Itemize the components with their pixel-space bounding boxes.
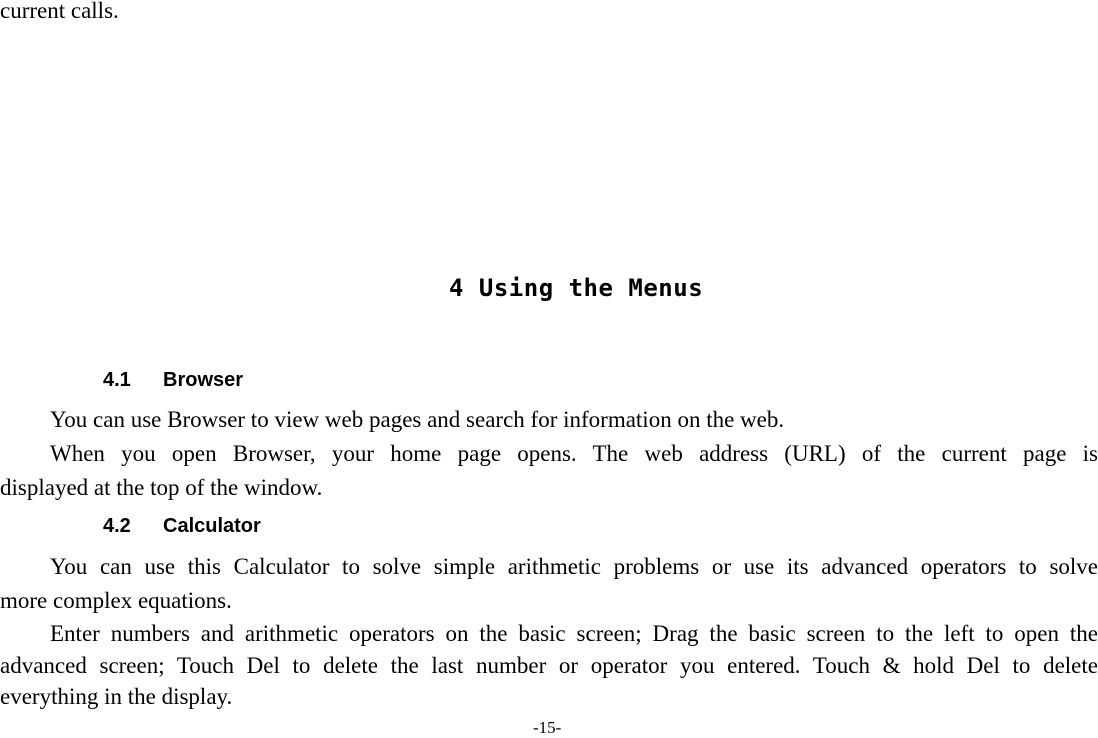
section-number-4-1: 4.1	[103, 369, 131, 391]
paragraph-line: more complex equations.	[0, 588, 232, 613]
paragraph-line: When you open Browser, your home page opens. The web address (URL) of the current page is	[50, 441, 1098, 466]
paragraph-line: Enter numbers and arithmetic operators on the basic screen; Drag the basic screen to the left to open the	[50, 621, 1098, 646]
continuation-text: current calls.	[0, 0, 119, 23]
paragraph-line: You can use this Calculator to solve simple arithmetic problems or use its advanced operators to solve	[50, 554, 1098, 579]
section-heading-browser: Browser	[163, 369, 244, 391]
paragraph-line: everything in the display.	[0, 684, 233, 709]
section-number-4-2: 4.2	[103, 515, 131, 537]
paragraph-line: advanced screen; Touch Del to delete the last number or operator you entered. Touch & hold Del to delete	[0, 653, 1098, 678]
section-heading-calculator: Calculator	[163, 515, 261, 537]
paragraph-line: You can use Browser to view web pages and search for information on the web.	[50, 407, 785, 432]
chapter-title: 4 Using the Menus	[449, 274, 704, 302]
page-number: -15-	[533, 718, 562, 737]
paragraph-line: displayed at the top of the window.	[0, 475, 323, 500]
